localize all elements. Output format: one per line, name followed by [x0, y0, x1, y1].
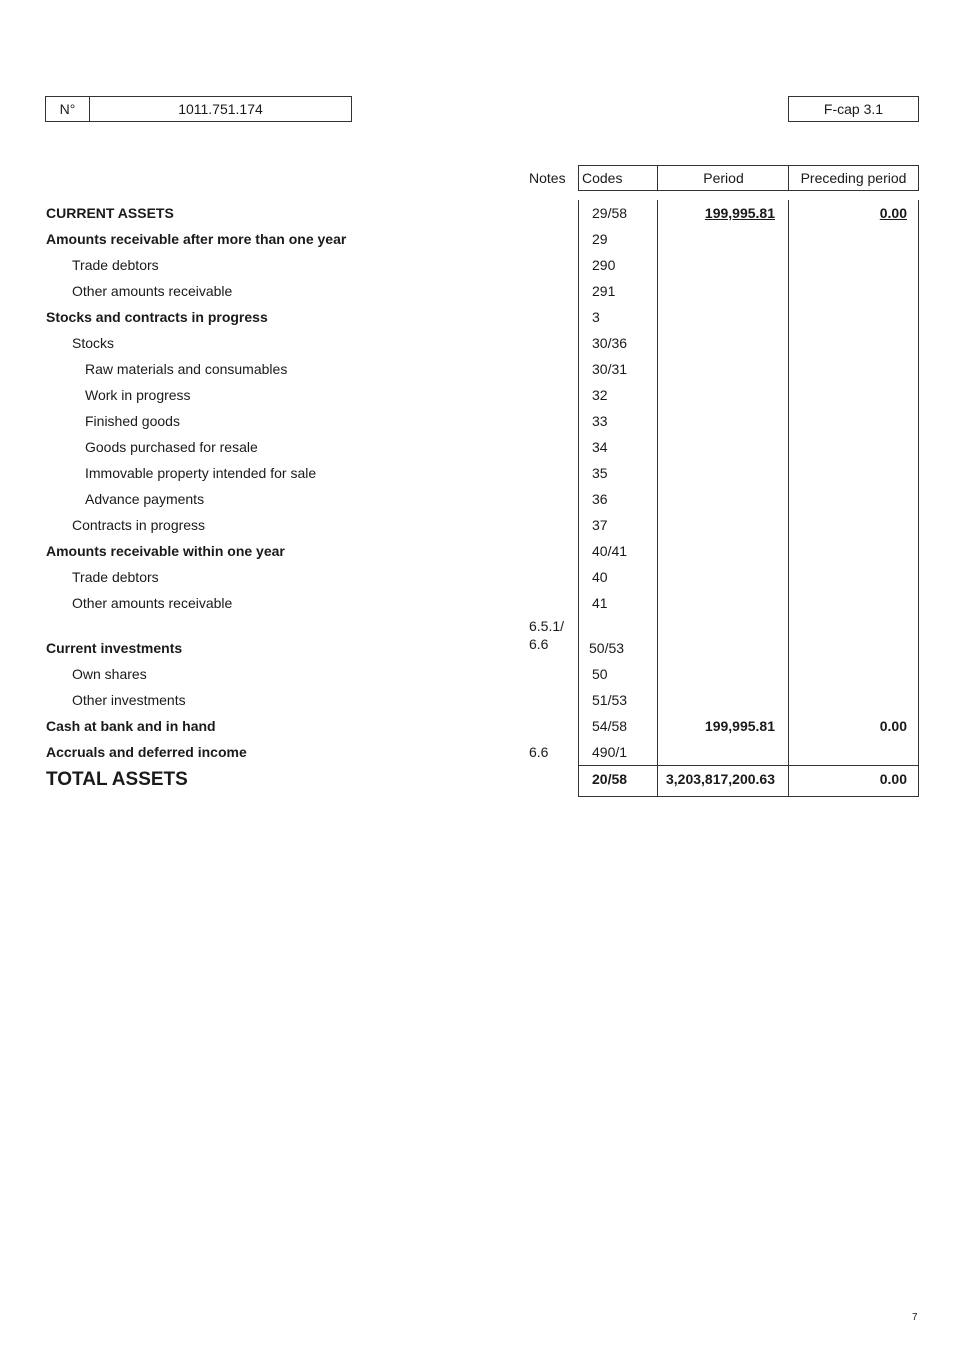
total-assets-period-value: 3,203,817,200.63: [666, 771, 775, 787]
column-header-notes: Notes: [529, 170, 566, 186]
row-label: Advance payments: [85, 491, 205, 507]
table-row: [0, 304, 965, 330]
row-code: 51/53: [592, 692, 628, 708]
table-row: [0, 486, 965, 512]
row-code: 490/1: [592, 744, 628, 760]
table-row: [0, 460, 965, 486]
row-label: Cash at bank and in hand: [46, 718, 216, 734]
total-assets-code: 20/58: [592, 771, 628, 787]
row-label: Other amounts receivable: [72, 595, 233, 611]
table-row: [0, 564, 965, 590]
row-period-value: 199,995.81: [704, 205, 775, 221]
table-row: [0, 687, 965, 713]
row-label: Finished goods: [85, 413, 180, 429]
row-code: 41: [592, 595, 608, 611]
row-preceding-value: 0.00: [879, 718, 907, 734]
table-row: [0, 382, 965, 408]
row-code: 35: [592, 465, 608, 481]
row-label: Other investments: [72, 692, 186, 708]
table-row: [0, 618, 965, 661]
table-row: [0, 356, 965, 382]
table-row: [0, 590, 965, 616]
table-row: [0, 330, 965, 356]
row-code: 40: [592, 569, 608, 585]
form-code: F-cap 3.1: [823, 101, 884, 117]
table-row: [0, 408, 965, 434]
form-code-box: [788, 96, 919, 122]
table-row: [0, 200, 965, 226]
row-code: 29/58: [592, 205, 628, 221]
row-label: Immovable property intended for sale: [85, 465, 317, 481]
company-number-box: [89, 96, 352, 122]
row-preceding-value: 0.00: [879, 205, 907, 221]
row-label: Current investments: [46, 640, 183, 656]
table-row: [0, 713, 965, 739]
row-label: Stocks: [72, 335, 115, 351]
row-code: 30/31: [592, 361, 628, 377]
table-row: [0, 252, 965, 278]
number-label: N°: [59, 101, 76, 117]
row-code: 3: [592, 309, 600, 325]
row-label: Amounts receivable after more than one year: [46, 231, 347, 247]
row-code: 32: [592, 387, 608, 403]
row-code: 50/53: [589, 640, 625, 656]
row-label: Trade debtors: [72, 569, 159, 585]
row-label: Other amounts receivable: [72, 283, 233, 299]
table-row: [0, 226, 965, 252]
row-code: 34: [592, 439, 608, 455]
total-assets-preceding-value: 0.00: [879, 771, 907, 787]
row-notes: [529, 617, 564, 653]
row-label: Goods purchased for resale: [85, 439, 258, 455]
row-code: 50: [592, 666, 608, 682]
column-header-codes: Codes: [578, 165, 658, 191]
row-code: 40/41: [592, 543, 628, 559]
table-row: [0, 538, 965, 564]
row-label: Own shares: [72, 666, 147, 682]
row-code: 291: [592, 283, 616, 299]
column-header-period: Period: [657, 165, 789, 191]
column-header-preceding-period: Preceding period: [788, 165, 919, 191]
row-code: 33: [592, 413, 608, 429]
row-code: 30/36: [592, 335, 628, 351]
table-row: [0, 739, 965, 765]
row-label: Contracts in progress: [72, 517, 206, 533]
table-row: [0, 512, 965, 538]
row-label: CURRENT ASSETS: [46, 205, 174, 221]
company-number: 1011.751.174: [178, 101, 263, 117]
row-label: Amounts receivable within one year: [46, 543, 285, 559]
number-label-box: [45, 96, 90, 122]
row-label: Trade debtors: [72, 257, 159, 273]
table-bottom-border: [578, 796, 919, 797]
total-assets-label: TOTAL ASSETS: [46, 769, 188, 790]
total-assets-row: [0, 766, 965, 796]
row-notes-line-1: 6.5.1/: [529, 618, 565, 634]
row-label: Accruals and deferred income: [46, 744, 247, 760]
row-code: 36: [592, 491, 608, 507]
row-code: 54/58: [592, 718, 628, 734]
table-row: [0, 434, 965, 460]
page-number: 7: [912, 1312, 918, 1323]
row-notes-line-2: 6.6: [529, 636, 549, 652]
row-label: Stocks and contracts in progress: [46, 309, 268, 325]
table-row: [0, 278, 965, 304]
row-code: 290: [592, 257, 616, 273]
row-label: Work in progress: [85, 387, 191, 403]
row-label: Raw materials and consumables: [85, 361, 288, 377]
table-row: [0, 661, 965, 687]
row-period-value: 199,995.81: [704, 718, 775, 734]
row-notes: 6.6: [529, 744, 549, 760]
row-code: 37: [592, 517, 608, 533]
row-code: 29: [592, 231, 608, 247]
